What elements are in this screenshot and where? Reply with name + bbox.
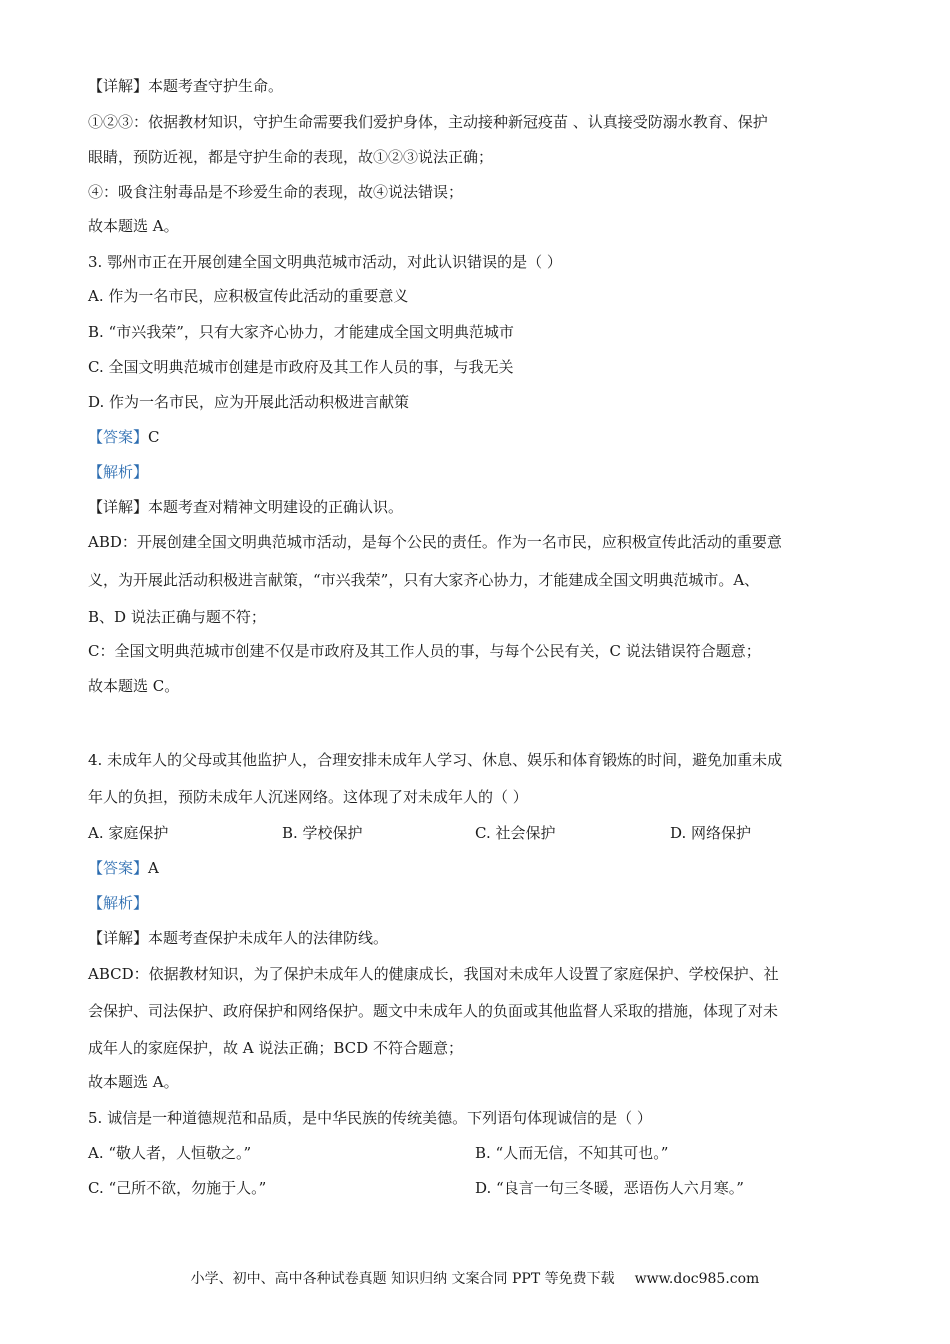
q4-option-c: C. 社会保护 [475, 824, 556, 842]
q2-explanation-line-3: ④：吸食注射毒品是不珍爱生命的表现，故④说法错误； [88, 183, 464, 201]
q4-explanation-line-1: ABCD：依据教材知识，为了保护未成年人的健康成长，我国对未成年人设置了家庭保护、学校保护、社 [88, 965, 779, 983]
q3-option-c: C. 全国文明典范城市创建是市政府及其工作人员的事，与我无关 [88, 358, 514, 376]
q5-option-c: C. “己所不欲，勿施于人。” [88, 1179, 267, 1197]
q4-answer-tag: 【答案】 [88, 859, 149, 877]
footer-url[interactable]: www.doc985.com [634, 1271, 760, 1287]
q2-detail: 【详解】本题考查守护生命。 [88, 77, 284, 95]
q5-option-d: D. “良言一句三冬暖，恶语伤人六月寒。” [475, 1179, 744, 1197]
q5-option-a: A. “敬人者，人恒敬之。” [88, 1144, 252, 1162]
q2-explanation-line-2: 眼睛，预防近视，都是守护生命的表现，故①②③说法正确； [88, 148, 494, 166]
q4-explanation-line-3: 成年人的家庭保护，故 A 说法正确；BCD 不符合题意； [88, 1039, 463, 1057]
q3-stem: 3. 鄂州市正在开展创建全国文明典范城市活动，对此认识错误的是（ ） [88, 253, 562, 271]
q2-explanation-line-1: ①②③：依据教材知识，守护生命需要我们爱护身体，主动接种新冠疫苗 、认真接受防溺水教育、保护 [88, 113, 768, 131]
q3-option-a: A. 作为一名市民，应积极宣传此活动的重要意义 [88, 287, 409, 305]
q5-stem: 5. 诚信是一种道德规范和品质，是中华民族的传统美德。下列语句体现诚信的是（ ） [88, 1109, 652, 1127]
q3-analysis-tag: 【解析】 [88, 463, 149, 481]
q3-answer-value: C [148, 428, 160, 446]
q3-option-d: D. 作为一名市民，应为开展此活动积极进言献策 [88, 393, 410, 411]
q3-explanation-line-3: B、D 说法正确与题不符； [88, 608, 266, 626]
q3-answer-tag: 【答案】 [88, 428, 149, 446]
q4-stem-line-1: 4. 未成年人的父母或其他监护人，合理安排未成年人学习、休息、娱乐和体育锻炼的时间，避免加重未成 [88, 751, 783, 769]
q3-answer [88, 427, 160, 447]
q4-option-a: A. 家庭保护 [88, 824, 169, 842]
q2-conclusion: 故本题选 A。 [88, 217, 179, 235]
q3-explanation-line-1: ABD：开展创建全国文明典范城市活动，是每个公民的责任。作为一名市民，应积极宣传此活动的重要意 [88, 533, 782, 551]
q4-explanation-line-2: 会保护、司法保护、政府保护和网络保护。题文中未成年人的负面或其他监督人采取的措施，体现了对未 [88, 1002, 779, 1020]
q4-conclusion: 故本题选 A。 [88, 1073, 179, 1091]
q3-explanation-line-2: 义，为开展此活动积极进言献策，“市兴我荣”，只有大家齐心协力，才能建成全国文明典范城市。A、 [88, 571, 760, 589]
q5-option-b: B. “人而无信，不知其可也。” [475, 1144, 669, 1162]
q3-option-b: B. “市兴我荣”，只有大家齐心协力，才能建成全国文明典范城市 [88, 323, 514, 341]
q3-conclusion: 故本题选 C。 [88, 677, 180, 695]
q4-analysis-tag: 【解析】 [88, 894, 149, 912]
q4-answer [88, 858, 159, 878]
q4-stem-line-2: 年人的负担，预防未成年人沉迷网络。这体现了对未成年人的（ ） [88, 788, 528, 806]
q3-explanation-line-4: C：全国文明典范城市创建不仅是市政府及其工作人员的事，与每个公民有关，C 说法错误符合题意； [88, 642, 761, 660]
q4-answer-value: A [148, 859, 159, 877]
page-footer [0, 1268, 950, 1288]
q4-detail: 【详解】本题考查保护未成年人的法律防线。 [88, 929, 389, 947]
q4-option-b: B. 学校保护 [282, 824, 363, 842]
q3-detail: 【详解】本题考查对精神文明建设的正确认识。 [88, 498, 404, 516]
footer-text: 小学、初中、高中各种试卷真题 知识归纳 文案合同 PPT 等免费下载 [190, 1271, 615, 1287]
q4-option-d: D. 网络保护 [670, 824, 752, 842]
